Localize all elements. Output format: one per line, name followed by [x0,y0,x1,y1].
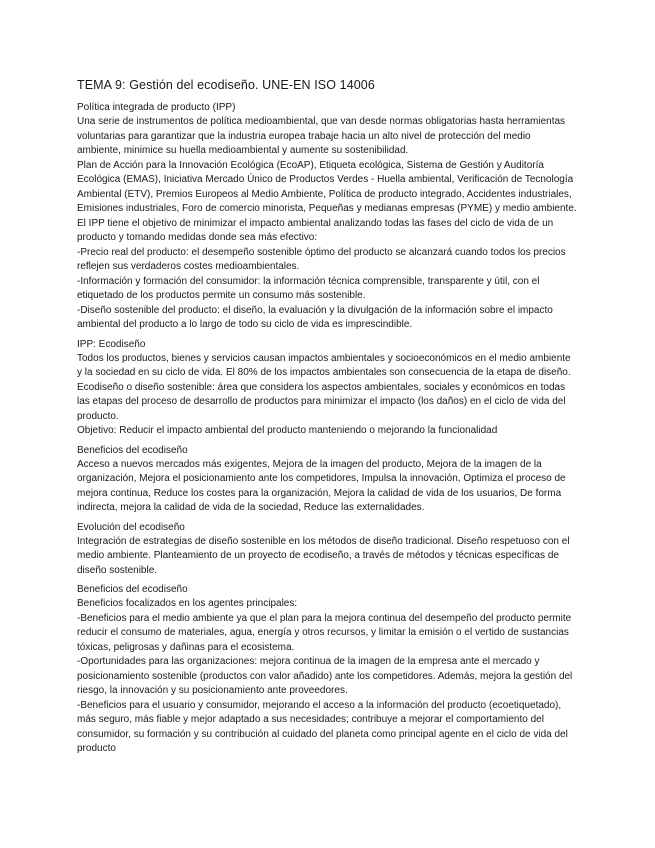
paragraph: Plan de Acción para la Innovación Ecológica (EcoAP), Etiqueta ecológica, Sistema de Gestión y Auditoría Ecológica (EMAS), Iniciativa Mercado Único de Productos Verdes - Huella ambiental, Verificación de Tecnología Ambiental (ETV), Premios Europeos al Medio Ambiente, Política de producto integrado, Accidentes industriales, Emisiones industriales, Foro de comercio minorista, Pequeñas y medianas empresas (PYME) y medio ambiente. [77,159,577,214]
section-heading: Beneficios del ecodiseño [77,444,188,456]
document-page [77,77,577,762]
paragraph: -Beneficios para el medio ambiente ya que el plan para la mejora continua del desempeño del producto permite reducir el consumo de materiales, agua, energía y otros recursos, y limitar la emisión o el vertido de sustancias tóxicas, peligrosas y dañinas para el ecosistema. [77,612,572,653]
section-heading: Política integrada de producto (IPP) [77,102,236,113]
section-ipp [77,101,577,333]
section-evolucion [77,521,577,579]
paragraph: -Beneficios para el usuario y consumidor, mejorando el acceso a la información del producto (ecoetiquetado), más seguro, más fiable y mejor adaptado a sus necesidades; contribuye a mejorar el comportamiento del consumidor, su formación y su contribución al cuidado del planeta como principal agente en el ciclo de vida del producto [77,699,568,754]
paragraph: Acceso a nuevos mercados más exigentes, Mejora de la imagen del producto, Mejora de la imagen de la organización, Mejora el posicionamiento ante los competidores, Impulsa la innovación, Optimiza el proceso de mejora continua, Reduce los costes para la organización, Mejora la calidad de vida de los usuarios, De forma indirecta, mejora la calidad de vida de la sociedad, Reduce las externalidades. [77,458,566,513]
paragraph: -Oportunidades para las organizaciones: mejora continua de la imagen de la empresa ante el mercado y posicionamiento sostenible (productos con valor añadido) ante los competidores. Además, mejora la gestión del riesgo, la innovación y su posicionamiento ante proveedores. [77,656,573,696]
section-heading: Beneficios del ecodiseño [77,584,188,595]
paragraph: El IPP tiene el objetivo de minimizar el impacto ambiental analizando todas las fases del ciclo de vida de un producto y tomando medidas donde sea más efectivo: [77,217,554,243]
paragraph: Objetivo: Reducir el impacto ambiental del producto manteniendo o mejorando la funcionalidad [77,425,498,436]
paragraph: Todos los productos, bienes y servicios causan impactos ambientales y socioeconómicos en el medio ambiente y la sociedad en su ciclo de vida. El 80% de los impactos ambientales son consecuencia de la etapa de diseño. Ecodiseño o diseño sostenible: área que considera los aspectos ambientales, sociales y económicos en todas las etapas del proceso de desarrollo de productos para minimizar el impacto (los daños) en el ciclo de vida del producto. [77,352,571,422]
section-beneficios-agentes [77,583,577,757]
section-beneficios [77,444,577,516]
paragraph: -Información y formación del consumidor: la información técnica comprensible, transparente y útil, con el etiquetado de los productos permite un consumo más sostenible. [77,275,540,301]
section-heading: Evolución del ecodiseño [77,521,185,533]
paragraph: Beneficios focalizados en los agentes principales: [77,598,298,609]
paragraph: -Diseño sostenible del producto: el diseño, la evaluación y la divulgación de la información sobre el impacto ambiental del producto a lo largo de todo su ciclo de vida es imprescindible. [77,304,553,330]
paragraph: Una serie de instrumentos de política medioambiental, que van desde normas obligatorias hasta herramientas voluntarias para garantizar que la industria europea trabaje hacia un alto nivel de protección del medio ambiente, minimice su huella medioambiental y aumente su sostenibilidad. [77,116,566,156]
paragraph: Integración de estrategias de diseño sostenible en los métodos de diseño tradicional. Diseño respetuoso con el medio ambiente. Planteamiento de un proyecto de ecodiseño, a través de métodos y técnicas específicas de diseño sostenible. [77,535,570,576]
paragraph: -Precio real del producto: el desempeño sostenible óptimo del producto se alcanzará cuando todos los precios reflejen sus verdaderos costes medioambientales. [77,246,566,272]
section-heading: IPP: Ecodiseño [77,338,146,350]
document-title: TEMA 9: Gestión del ecodiseño. UNE-EN ISO 14006 [77,78,375,92]
section-ipp-ecodiseno [77,338,577,439]
